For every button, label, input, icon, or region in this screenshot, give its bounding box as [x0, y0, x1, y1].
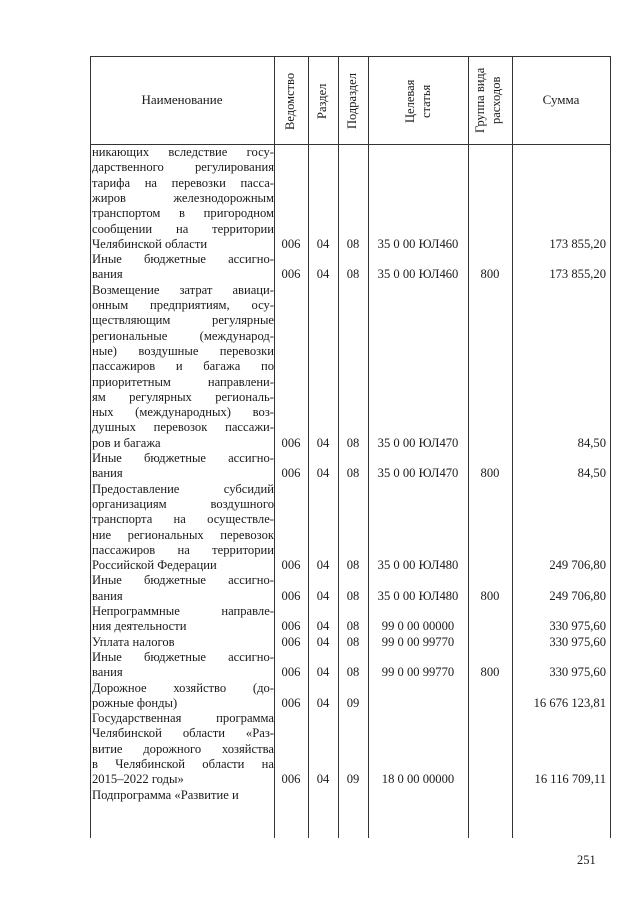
row-vedomstvo: 006	[281, 558, 301, 573]
budget-table	[90, 56, 611, 838]
row-summa: 330 975,60	[549, 634, 606, 649]
row-podrazdel	[338, 788, 368, 802]
row-summa: 84,50	[577, 435, 606, 450]
row-razdel: 04	[316, 634, 330, 649]
row-razdel: 04	[316, 558, 330, 573]
row-vedomstvo: 006	[281, 634, 301, 649]
row-celevaya-statya: 35 0 00 ЮЛ480	[377, 558, 459, 573]
row-name-line: жиров железнодорожным	[92, 190, 274, 205]
row-podrazdel: 08	[346, 634, 360, 649]
row-podrazdel: 08	[346, 236, 360, 251]
row-summa	[512, 788, 606, 802]
row-podrazdel: 08	[346, 267, 360, 282]
row-name-line: душных перевозок пассажи-	[92, 420, 274, 435]
header-vedomstvo: Ведомство	[283, 72, 297, 130]
row-celevaya-statya: 99 0 00 99770	[381, 634, 455, 649]
row-name-line: пассажиров на территории	[92, 542, 274, 557]
row-podrazdel: 08	[346, 558, 360, 573]
row-name-line: Иные бюджетные ассигно-	[92, 573, 274, 588]
row-name-line: ществляющим регулярные	[92, 313, 274, 328]
row-name-line: витие дорожного хозяйства	[92, 741, 274, 756]
row-gruppa: 800	[480, 466, 500, 481]
row-gruppa	[468, 619, 512, 633]
table-top-border	[90, 56, 611, 57]
row-name-line: вания	[92, 466, 123, 481]
row-name-line: Российской Федерации	[92, 558, 217, 573]
row-gruppa	[468, 788, 512, 802]
row-gruppa: 800	[480, 588, 500, 603]
row-name-line: региональные (международ-	[92, 328, 274, 343]
row-name-line: ров и багажа	[92, 435, 161, 450]
row-podrazdel: 08	[346, 665, 360, 680]
row-gruppa	[468, 237, 512, 251]
row-vedomstvo: 006	[281, 588, 301, 603]
row-name-line: ям регулярных региональ-	[92, 389, 274, 404]
row-razdel: 04	[316, 619, 330, 634]
row-celevaya-statya	[368, 696, 468, 710]
row-name-line: в Челябинской области на	[92, 757, 274, 771]
row-name-line: Иные бюджетные ассигно-	[92, 451, 274, 465]
row-name-line: Дорожное хозяйство (до-	[92, 680, 274, 695]
row-name-line: тарифа на перевозки пасса-	[92, 175, 274, 190]
row-name-line: ные) воздушные перевозки	[92, 343, 274, 358]
row-summa: 249 706,80	[549, 588, 606, 603]
row-razdel: 04	[316, 435, 330, 450]
row-celevaya-statya: 18 0 00 00000	[381, 772, 455, 787]
row-vedomstvo: 006	[281, 772, 301, 787]
row-razdel: 04	[316, 695, 330, 710]
row-podrazdel: 09	[346, 772, 360, 787]
row-razdel	[308, 788, 338, 802]
row-name-line: ние региональных перевозок	[92, 527, 274, 542]
row-name-line: никающих вследствие госу-	[92, 145, 274, 159]
row-razdel: 04	[316, 466, 330, 481]
row-name-line: ния деятельности	[92, 619, 187, 634]
header-razdel: Раздел	[315, 83, 329, 119]
row-name-line: 2015–2022 годы»	[92, 772, 184, 787]
row-vedomstvo: 006	[281, 665, 301, 680]
row-vedomstvo: 006	[281, 619, 301, 634]
row-celevaya-statya: 35 0 00 ЮЛ460	[377, 236, 459, 251]
header-celevaya-1: Целевая	[403, 79, 417, 123]
row-name-line: вания	[92, 267, 123, 282]
col-border	[610, 56, 611, 838]
row-summa: 16 116 709,11	[534, 772, 606, 787]
row-summa: 173 855,20	[549, 267, 606, 282]
row-celevaya-statya: 35 0 00 ЮЛ470	[377, 466, 459, 481]
row-podrazdel: 08	[346, 619, 360, 634]
row-celevaya-statya: 99 0 00 99770	[381, 665, 455, 680]
row-podrazdel: 08	[346, 588, 360, 603]
row-celevaya-statya: 35 0 00 ЮЛ460	[377, 267, 459, 282]
header-summa: Сумма	[542, 92, 580, 107]
row-razdel: 04	[316, 267, 330, 282]
header-gruppa-1: Группа вида	[473, 67, 487, 133]
row-summa: 330 975,60	[549, 619, 606, 634]
row-name-line: транспортом в пригородном	[92, 206, 274, 221]
row-podrazdel: 08	[346, 435, 360, 450]
row-name-line: дарственного регулирования	[92, 160, 274, 175]
row-vedomstvo: 006	[281, 466, 301, 481]
row-celevaya-statya: 35 0 00 ЮЛ470	[377, 435, 459, 450]
row-gruppa	[468, 436, 512, 450]
row-gruppa	[468, 558, 512, 572]
row-razdel: 04	[316, 588, 330, 603]
row-name-line: приоритетным направлени-	[92, 374, 274, 389]
page-number: 251	[577, 853, 596, 867]
row-name-line: Иные бюджетные ассигно-	[92, 252, 274, 267]
header-celevaya-2: статья	[419, 84, 433, 118]
row-vedomstvo	[274, 788, 308, 802]
header-name: Наименование	[141, 92, 223, 107]
row-gruppa	[468, 772, 512, 786]
row-celevaya-statya: 35 0 00 ЮЛ480	[377, 588, 459, 603]
row-razdel: 04	[316, 236, 330, 251]
row-name-line: Непрограммные направле-	[92, 604, 274, 618]
row-vedomstvo: 006	[281, 236, 301, 251]
row-name-line: Подпрограмма «Развитие и	[92, 787, 239, 802]
row-name-line: вания	[92, 665, 123, 680]
row-name-line: вания	[92, 588, 123, 603]
row-podrazdel: 09	[346, 695, 360, 710]
row-vedomstvo: 006	[281, 695, 301, 710]
row-name-line: Иные бюджетные ассигно-	[92, 649, 274, 664]
header-gruppa-2: расходов	[489, 76, 503, 124]
row-vedomstvo: 006	[281, 267, 301, 282]
row-vedomstvo: 006	[281, 435, 301, 450]
row-name-line: рожные фонды)	[92, 695, 178, 710]
row-celevaya-statya	[368, 788, 468, 802]
row-gruppa: 800	[480, 665, 500, 680]
row-name-line: транспорта на осуществле-	[92, 512, 274, 527]
row-name-line: организациям воздушного	[92, 496, 274, 511]
row-podrazdel: 08	[346, 466, 360, 481]
row-name-line: онным предприятиям, осу-	[92, 298, 274, 312]
col-border	[90, 56, 91, 838]
row-name-line: Государственная программа	[92, 711, 274, 726]
row-summa: 249 706,80	[549, 558, 606, 573]
row-gruppa	[468, 635, 512, 649]
row-summa: 16 676 123,81	[533, 695, 606, 710]
row-razdel: 04	[316, 772, 330, 787]
row-name-line: Челябинской области «Раз-	[92, 726, 274, 741]
row-summa: 330 975,60	[549, 665, 606, 680]
row-gruppa: 800	[480, 267, 500, 282]
row-name-line: пассажиров и багажа по	[92, 359, 274, 374]
row-name-line: Предоставление субсидий	[92, 481, 274, 496]
row-name-line: сообщении на территории	[92, 221, 274, 236]
row-razdel: 04	[316, 665, 330, 680]
row-summa: 84,50	[577, 466, 606, 481]
header-podrazdel: Подраздел	[345, 73, 359, 129]
row-name-line: ных (международных) воз-	[92, 405, 274, 420]
row-name-line: Возмещение затрат авиаци-	[92, 282, 274, 297]
row-summa: 173 855,20	[549, 236, 606, 251]
row-gruppa	[468, 696, 512, 710]
row-name-line: Уплата налогов	[92, 634, 175, 649]
row-name-line: Челябинской области	[92, 236, 208, 251]
row-celevaya-statya: 99 0 00 00000	[381, 619, 455, 634]
